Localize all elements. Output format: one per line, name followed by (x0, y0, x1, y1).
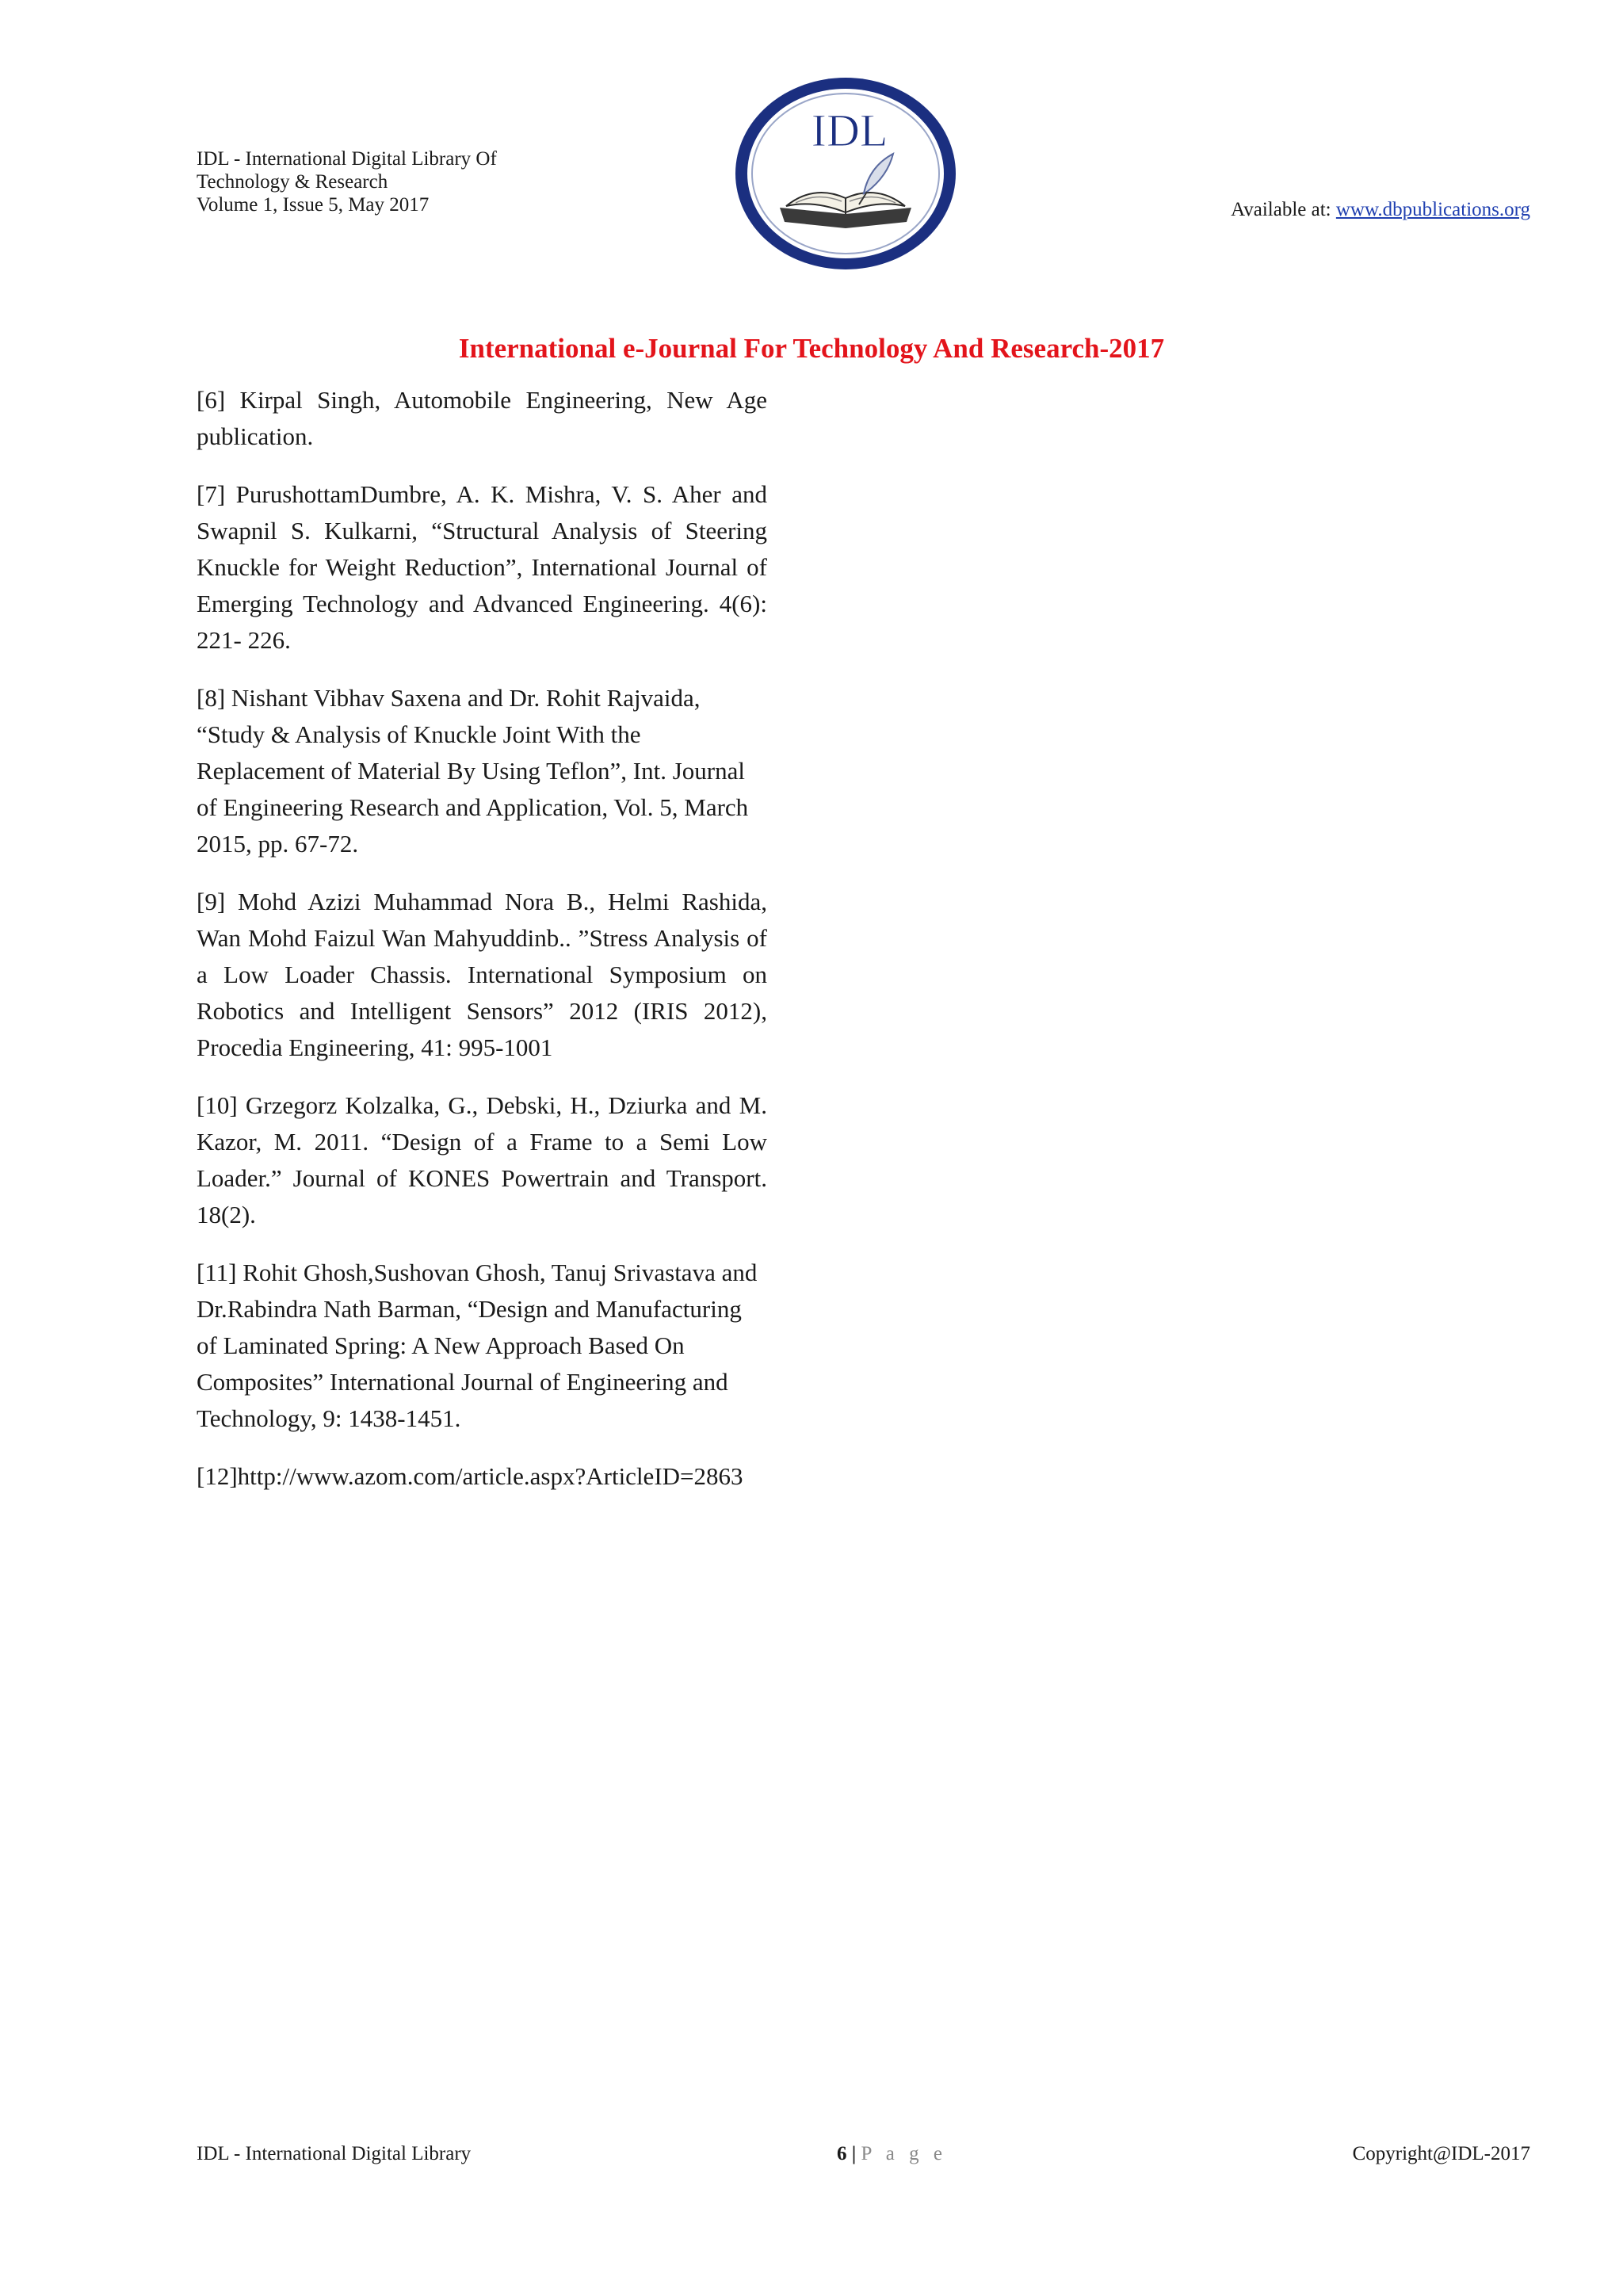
page-word: P a g e (861, 2143, 947, 2164)
reference-item: [7] PurushottamDumbre, A. K. Mishra, V. S. Aher and Swapnil S. Kulkarni, “Structural Analysis of Steering Knuckle for Weight Reduction”, International Journal of Emerging Technology and Advanced Engineering. 4(6): 221- 226. (197, 480, 767, 654)
reference-item: [9] Mohd Azizi Muhammad Nora B., Helmi Rashida, Wan Mohd Faizul Wan Mahyuddinb.. ”Stress Analysis of a Low Loader Chassis. International Symposium on Robotics and Intelligent Sensors” 2012 (IRIS 2012), Procedia Engineering, 41: 995-1001 (197, 888, 767, 1061)
footer-copyright: Copyright@IDL-2017 (1352, 2143, 1530, 2164)
reference-item: [6] Kirpal Singh, Automobile Engineering, New Age publication. (197, 386, 767, 450)
website-link[interactable]: www.dbpublications.org (1335, 199, 1530, 220)
reference-item: [12]http://www.azom.com/article.aspx?ArticleID=2863 (197, 1462, 743, 1490)
availability-note (1231, 198, 1530, 221)
available-label: Available at: (1231, 199, 1336, 220)
header-line-2: Technology & Research (197, 171, 388, 193)
reference-item: [11] Rohit Ghosh,Sushovan Ghosh, Tanuj Srivastava and Dr.Rabindra Nath Barman, “Design and Manufacturing of Laminated Spring: A New Approach Based On Composites” International Journal of Engineering and Technology, 9: 1438-1451. (197, 1259, 758, 1432)
journal-title: International e-Journal For Technology And Research-2017 (458, 333, 1165, 364)
page-number-value: 6 (837, 2143, 847, 2164)
logo-text: IDL (811, 105, 888, 156)
header-line-3: Volume 1, Issue 5, May 2017 (197, 194, 430, 216)
page-separator: | (846, 2143, 861, 2164)
footer-library-name: IDL - International Digital Library (197, 2143, 472, 2164)
header-line-1: IDL - International Digital Library Of (197, 148, 497, 170)
page-footer (197, 2142, 1530, 2166)
page-number (837, 2142, 947, 2166)
references-list (197, 382, 767, 1516)
reference-item: [8] Nishant Vibhav Saxena and Dr. Rohit Rajvaida, “Study & Analysis of Knuckle Joint With the Replacement of Material By Using Teflon”, Int. Journal of Engineering Research and Application, Vol. 5, March 2015, pp. 67-72. (197, 684, 749, 858)
reference-item: [10] Grzegorz Kolzalka, G., Debski, H., Dziurka and M. Kazor, M. 2011. “Design of a Frame to a Semi Low Loader.” Journal of KONES Powertrain and Transport. 18(2). (197, 1091, 767, 1228)
open-book-icon (780, 193, 911, 228)
idl-logo (731, 73, 960, 274)
header-publication-info (197, 147, 497, 216)
